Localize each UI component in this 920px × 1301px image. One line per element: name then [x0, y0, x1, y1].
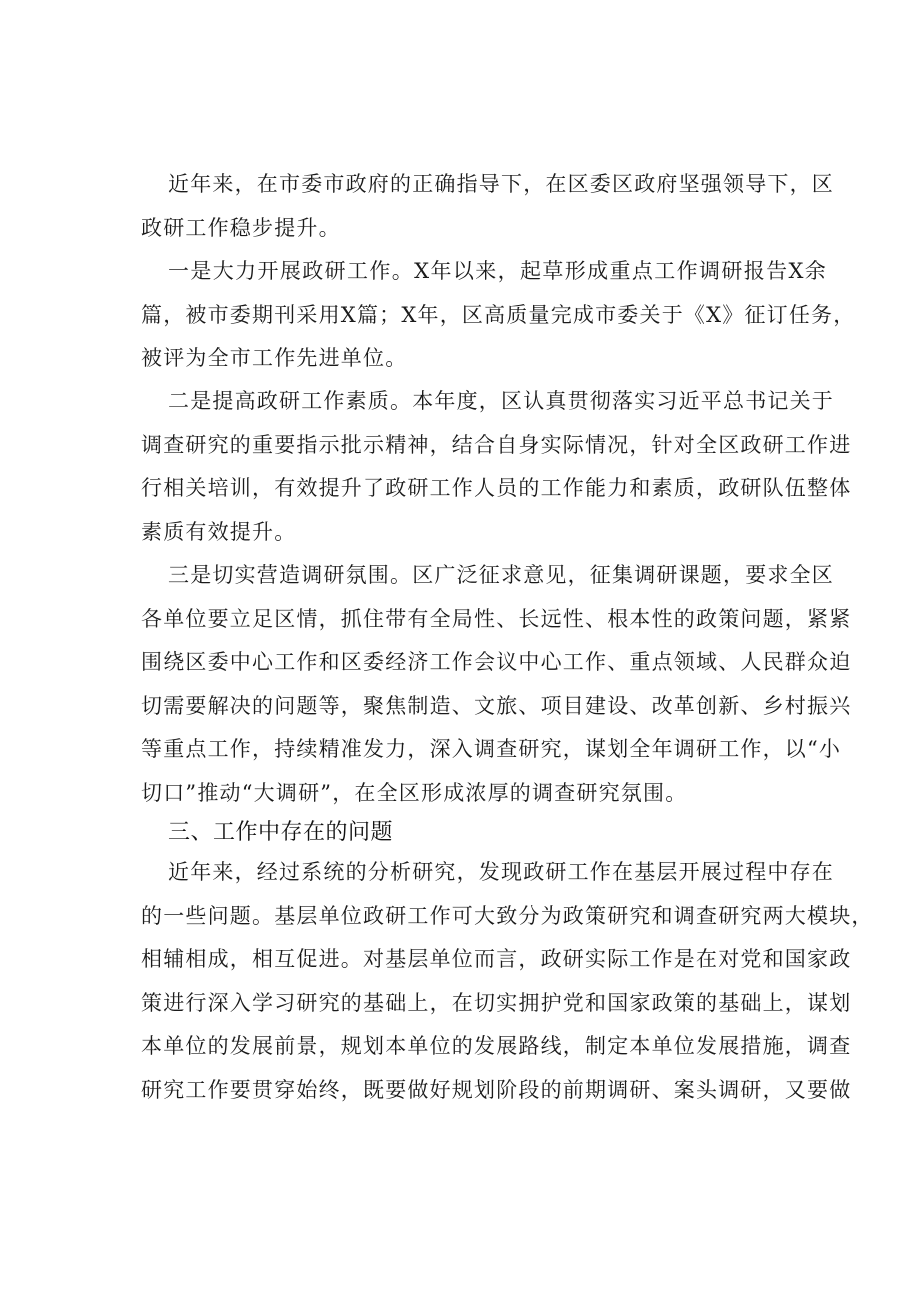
paragraph-section-problems	[141, 851, 874, 1112]
paragraph-line: 的一些问题。基层单位政研工作可大致分为政策研究和调查研究两大模块，	[141, 903, 874, 928]
paragraph-line: 素质有效提升。	[141, 519, 297, 544]
paragraph-point-two	[141, 380, 852, 554]
paragraph-line: 近年来，在市委市政府的正确指导下，在区委区政府坚强领导下，区	[168, 172, 834, 196]
paragraph-line: 篇，被市委期刊采用X篇；X年，区高质量完成市委关于《X》征订任务，	[141, 302, 856, 327]
paragraph-line: 二是提高政研工作素质。本年度，区认真贯彻落实习近平总书记关于	[168, 389, 834, 413]
paragraph-point-three	[141, 554, 852, 815]
paragraph-line: 切口”推动“大调研”，在全区形成浓厚的调查研究氛围。	[141, 780, 688, 805]
paragraph-line: 行相关培训，有效提升了政研工作人员的工作能力和素质，政研队伍整体	[141, 476, 852, 500]
section-heading-block	[141, 811, 827, 855]
paragraph-line: 研究工作要贯穿始终，既要做好规划阶段的前期调研、案头调研，又要做	[141, 1077, 852, 1102]
paragraph-line: 策进行深入学习研究的基础上，在切实拥护党和国家政策的基础上，谋划	[141, 990, 852, 1015]
paragraph-line: 调查研究的重要指示批示精神，结合自身实际情况，针对全区政研工作进	[141, 432, 852, 457]
paragraph-line: 切需要解决的问题等，聚焦制造、文旅、项目建设、改革创新、乡村振兴	[141, 693, 852, 718]
paragraph-intro	[141, 163, 834, 250]
paragraph-line: 一是大力开展政研工作。X年以来，起草形成重点工作调研报告X余	[168, 259, 827, 283]
paragraph-line: 政研工作稳步提升。	[141, 215, 341, 240]
paragraph-line: 近年来，经过系统的分析研究，发现政研工作在基层开展过程中存在	[168, 860, 834, 884]
paragraph-line: 各单位要立足区情，抓住带有全局性、长远性、根本性的政策问题，紧紧	[141, 606, 852, 631]
section-heading: 三、工作中存在的问题	[168, 820, 394, 845]
paragraph-line: 被评为全市工作先进单位。	[141, 346, 408, 370]
paragraph-line: 围绕区委中心工作和区委经济工作会议中心工作、重点领域、人民群众迫	[141, 650, 852, 674]
paragraph-line: 相辅相成，相互促进。对基层单位而言，政研实际工作是在对党和国家政	[141, 947, 852, 971]
paragraph-line: 等重点工作，持续精准发力，深入调查研究，谋划全年调研工作，以“小	[141, 737, 842, 761]
paragraph-line: 三是切实营造调研氛围。区广泛征求意见，征集调研课题，要求全区	[168, 563, 834, 587]
paragraph-point-one	[141, 250, 856, 381]
paragraph-line: 本单位的发展前景，规划本单位的发展路线，制定本单位发展措施，调查	[141, 1034, 852, 1058]
